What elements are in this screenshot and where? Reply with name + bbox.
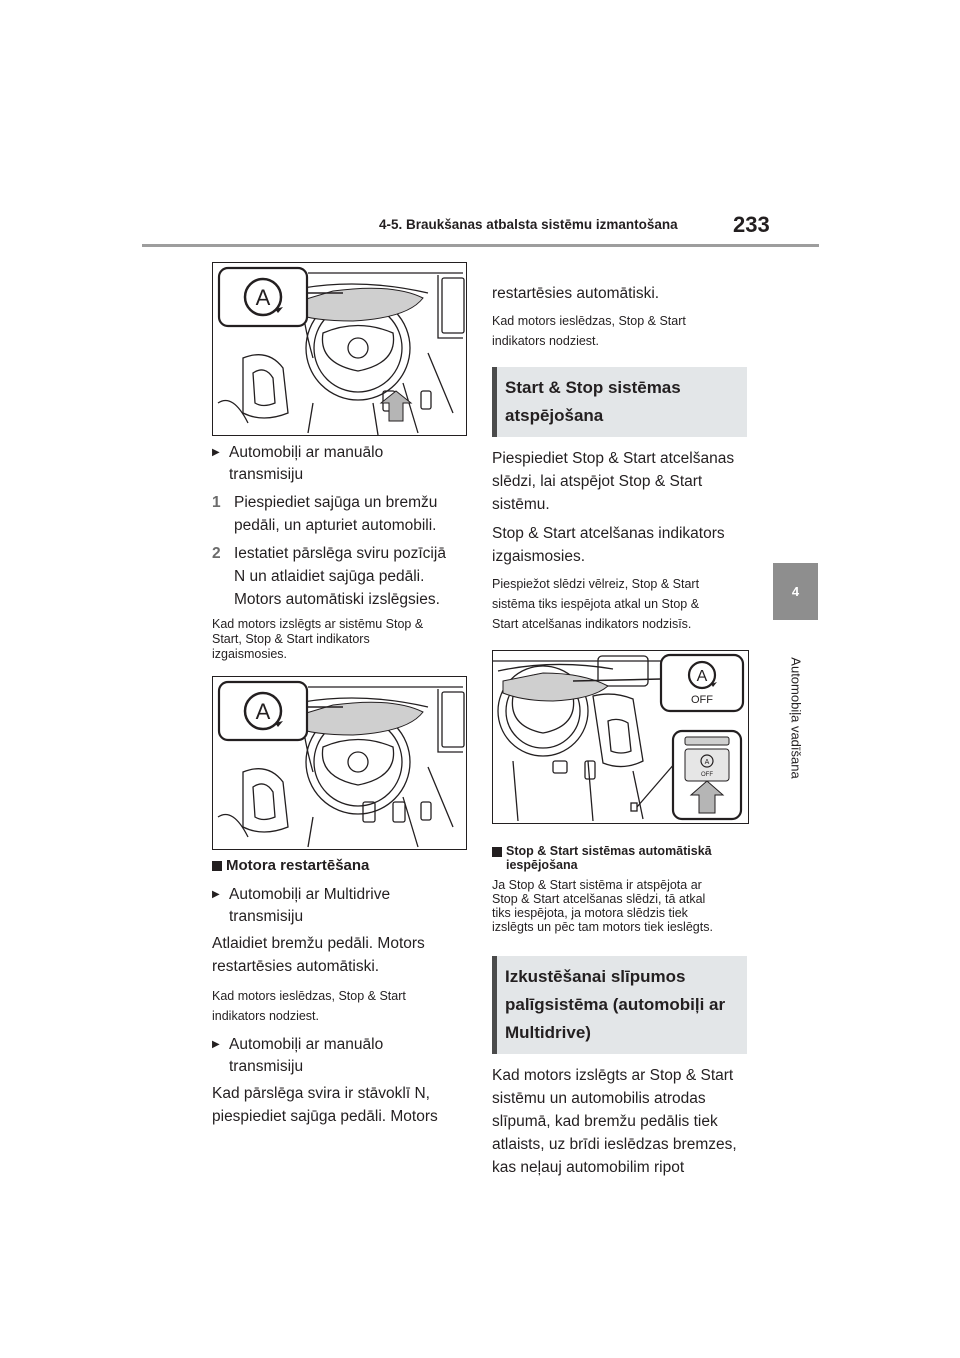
- bullet-text: transmisiju: [229, 1058, 304, 1075]
- paragraph-text: izgaismosies.: [492, 548, 586, 565]
- bullet-manual-transmission: [212, 442, 467, 486]
- bullet-text: Automobiļi ar manuālo: [229, 1036, 384, 1053]
- paragraph-text: Kad pārslēga svira ir stāvoklī N,: [212, 1085, 430, 1102]
- subheading-text: Stop & Start sistēmas automātiskā: [506, 844, 712, 858]
- section-heading-text: Start & Stop sistēmas: [505, 378, 681, 397]
- left-column: [212, 262, 467, 1128]
- step-number: 2: [212, 545, 221, 562]
- note-engine-started-2: [492, 311, 747, 351]
- dashboard-illustration: [213, 263, 466, 435]
- step-text: Iestatiet pārslēga sviru pozīcijā: [234, 545, 446, 562]
- paragraph-text: Kad motors izslēgts ar Stop & Start: [492, 1067, 734, 1084]
- paragraph-multidrive-restart: [212, 932, 467, 978]
- note-text: Stop & Start atcelšanas slēdzi, tā atkal: [492, 892, 706, 906]
- paragraph-text: Piespiediet Stop & Start atcelšanas: [492, 450, 735, 467]
- bullet-manual-transmission-2: [212, 1034, 467, 1078]
- paragraph-text: restartēsies automātiski.: [212, 958, 380, 975]
- cancel-switch-illustration: [493, 651, 748, 823]
- paragraph-text: Atlaidiet bremžu pedāli. Motors: [212, 935, 425, 952]
- note-text: Piespiežot slēdzi vēlreiz, Stop & Start: [492, 577, 700, 591]
- step-text: pedāli, un apturiet automobili.: [234, 517, 437, 534]
- paragraph-manual-restart: [212, 1082, 467, 1128]
- step-text: N un atlaidiet sajūga pedāli.: [234, 568, 425, 585]
- paragraph-cancel-indicator: [492, 522, 747, 568]
- figure-dashboard-multidrive: [212, 676, 467, 850]
- subheading-engine-restart: Motora restartēšana: [212, 858, 467, 874]
- paragraph-continuation: restartēsies automātiski.: [492, 285, 660, 302]
- paragraph-text: piespiediet sajūga pedāli. Motors: [212, 1108, 438, 1125]
- paragraph-text: sistēmu un automobilis atrodas: [492, 1090, 706, 1107]
- right-column: [492, 282, 747, 1179]
- section-heading-text: atspējošana: [505, 406, 604, 425]
- cancel-icon-letter: A: [696, 668, 708, 685]
- figure-cancel-switch: [492, 650, 749, 824]
- paragraph-text: kas neļauj automobilim ripot: [492, 1159, 685, 1176]
- auto-stop-icon-letter: A: [255, 699, 271, 724]
- note-text: Ja Stop & Start sistēma ir atspējota ar: [492, 878, 702, 892]
- paragraph-hill-start: [492, 1064, 747, 1179]
- switch-icon-letter: A: [704, 759, 710, 766]
- section-heading-disable: [492, 367, 747, 437]
- section-heading-text: Multidrive): [505, 1023, 591, 1042]
- dashboard-illustration: [213, 677, 466, 849]
- cancel-icon-off-label: OFF: [691, 694, 713, 706]
- step-number: 1: [212, 494, 221, 511]
- note-text: Kad motors izslēgts ar sistēmu Stop &: [212, 617, 424, 631]
- note-text: sistēma tiks iespējota atkal un Stop &: [492, 597, 700, 611]
- note-text: Start atcelšanas indikators nodzisīs.: [492, 617, 692, 631]
- step-text: Piespiediet sajūga un bremžu: [234, 494, 438, 511]
- note-text: indikators nodziest.: [212, 1009, 320, 1023]
- bullet-text: transmisiju: [229, 466, 304, 483]
- bullet-text: transmisiju: [229, 908, 304, 925]
- paragraph-text: sistēmu.: [492, 496, 550, 513]
- section-heading-text: Izkustēšanai slīpumos: [505, 967, 686, 986]
- note-engine-started: [212, 986, 467, 1026]
- step-text: Motors automātiski izslēgsies.: [234, 591, 440, 608]
- bullet-text: Automobiļi ar Multidrive: [229, 886, 391, 903]
- paragraph-text: slīpumā, kad bremžu pedālis tiek: [492, 1113, 718, 1130]
- note-text: tiks iespējota, ja motora slēdzis tiek: [492, 906, 688, 920]
- paragraph-text: slēdzi, lai atspējot Stop & Start: [492, 473, 703, 490]
- step-1: [212, 491, 467, 537]
- subheading-text: iespējošana: [506, 858, 578, 872]
- note-text: izgaismosies.: [212, 647, 288, 661]
- paragraph-press-cancel-switch: [492, 447, 747, 516]
- note-text: Kad motors ieslēdzas, Stop & Start: [212, 989, 406, 1003]
- page-number: 233: [733, 212, 770, 237]
- figure-dashboard-manual: [212, 262, 467, 436]
- auto-stop-icon-letter: A: [255, 285, 271, 310]
- note-engine-stopped: [212, 617, 467, 662]
- note-auto-enable: [492, 878, 747, 934]
- note-text: Start, Stop & Start indikators: [212, 632, 370, 646]
- section-heading-hill-start: [492, 956, 747, 1054]
- note-press-again: [492, 574, 747, 634]
- subheading-auto-enable: [492, 844, 747, 872]
- paragraph-text: Stop & Start atcelšanas indikators: [492, 525, 725, 542]
- section-heading-text: palīgsistēma (automobiļi ar: [505, 995, 726, 1014]
- section-header-title: 4-5. Braukšanas atbalsta sistēmu izmantošana: [379, 217, 678, 232]
- note-text: indikators nodziest.: [492, 334, 600, 348]
- note-text: Kad motors ieslēdzas, Stop & Start: [492, 314, 686, 328]
- chapter-tab-label: Automobiļa vadīšana: [788, 657, 804, 779]
- note-text: izslēgts un pēc tam motors tiek ieslēgts.: [492, 920, 713, 934]
- bullet-text: Automobiļi ar manuālo: [229, 444, 384, 461]
- chapter-tab: 4: [773, 563, 818, 620]
- switch-off-label: OFF: [701, 772, 713, 778]
- bullet-multidrive: [212, 884, 467, 928]
- paragraph-text: atlaists, uz brīdi ieslēdzas bremzes,: [492, 1136, 737, 1153]
- step-2: [212, 542, 467, 611]
- header-rule: [142, 244, 819, 247]
